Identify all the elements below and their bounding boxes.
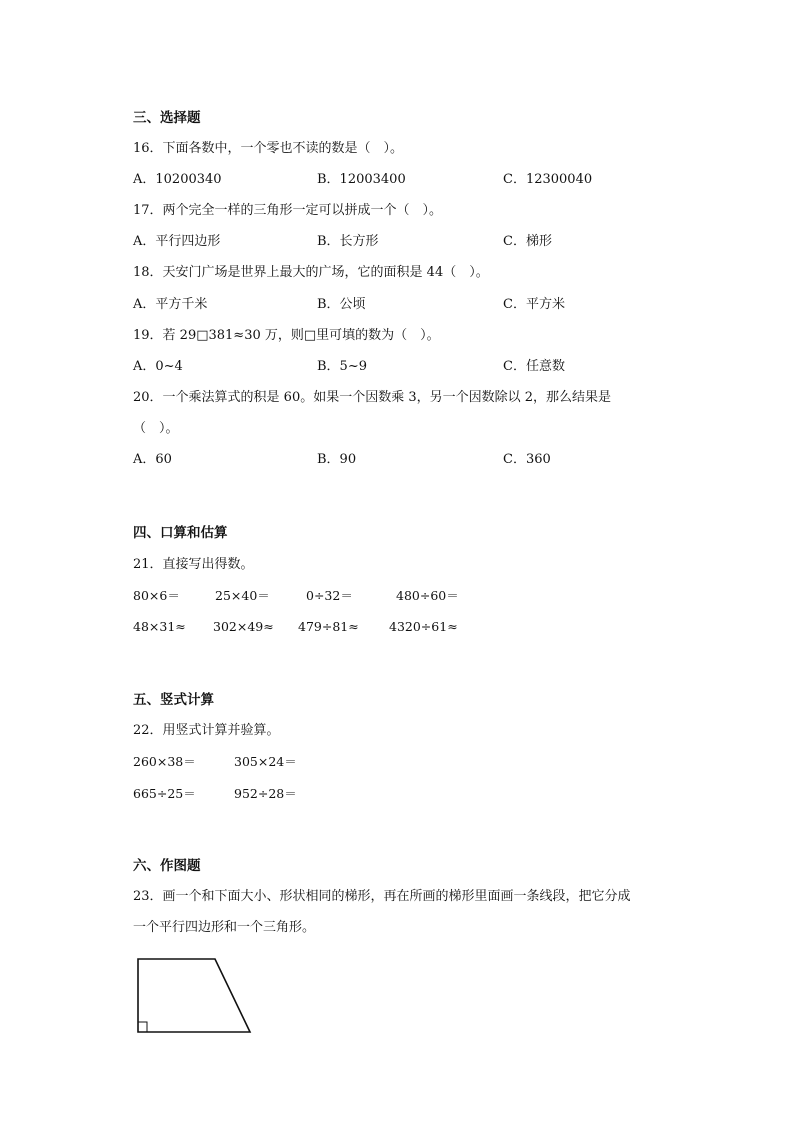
question-19-option-b: B．5~9 (317, 359, 367, 374)
mental-math-item: 480÷60＝ (396, 588, 459, 603)
section-title-drawing: 六、作图题 (133, 858, 201, 874)
question-17-option-b: B．长方形 (317, 234, 379, 249)
vertical-calc-item: 665÷25＝ (133, 786, 196, 801)
question-20-option-a: A．60 (133, 452, 172, 467)
question-22-stem: 22．用竖式计算并验算。 (133, 723, 280, 738)
question-20-stem-continued: （ ）。 (133, 421, 179, 436)
mental-math-item: 0÷32＝ (306, 588, 353, 603)
section-title-mental-math: 四、口算和估算 (133, 525, 228, 541)
question-17-stem: 17．两个完全一样的三角形一定可以拼成一个（ ）。 (133, 203, 443, 218)
question-19-option-a: A．0~4 (133, 359, 183, 374)
right-angle-mark (138, 1022, 147, 1032)
question-21-stem: 21．直接写出得数。 (133, 557, 254, 572)
question-16-option-c: C．12300040 (503, 172, 593, 187)
question-18-option-b: B．公顷 (317, 297, 366, 312)
question-23-stem-continued: 一个平行四边形和一个三角形。 (133, 920, 316, 935)
question-23-stem: 23．画一个和下面大小、形状相同的梯形，再在所画的梯形里面画一条线段，把它分成 (133, 889, 631, 904)
mental-math-item: 25×40＝ (215, 588, 270, 603)
question-17-option-a: A．平行四边形 (133, 234, 221, 249)
estimation-item: 479÷81≈ (298, 619, 359, 634)
mental-math-item: 80×6＝ (133, 588, 180, 603)
estimation-item: 48×31≈ (133, 619, 186, 634)
vertical-calc-item: 305×24＝ (234, 754, 297, 769)
question-19-stem: 19．若 29□381≈30 万，则□里可填的数为（ ）。 (133, 328, 440, 343)
question-20-stem: 20．一个乘法算式的积是 60。如果一个因数乘 3，另一个因数除以 2，那么结果是 (133, 390, 612, 405)
question-20-option-b: B．90 (317, 452, 357, 467)
question-18-stem: 18．天安门广场是世界上最大的广场，它的面积是 44（ ）。 (133, 265, 489, 280)
question-16-stem: 16．下面各数中，一个零也不读的数是（ ）。 (133, 141, 404, 156)
vertical-calc-item: 260×38＝ (133, 754, 196, 769)
section-title-vertical-calc: 五、竖式计算 (133, 692, 214, 708)
estimation-item: 4320÷61≈ (389, 619, 458, 634)
question-16-option-a: A．10200340 (133, 172, 222, 187)
question-16-option-b: B．12003400 (317, 172, 406, 187)
question-19-option-c: C．任意数 (503, 359, 565, 374)
estimation-item: 302×49≈ (213, 619, 274, 634)
vertical-calc-item: 952÷28＝ (234, 786, 297, 801)
trapezoid-outline (138, 959, 250, 1032)
section-title-choice: 三、选择题 (133, 110, 201, 126)
question-20-option-c: C．360 (503, 452, 551, 467)
question-18-option-c: C．平方米 (503, 297, 565, 312)
question-18-option-a: A．平方千米 (133, 297, 208, 312)
question-17-option-c: C．梯形 (503, 234, 552, 249)
trapezoid-figure (130, 952, 260, 1038)
